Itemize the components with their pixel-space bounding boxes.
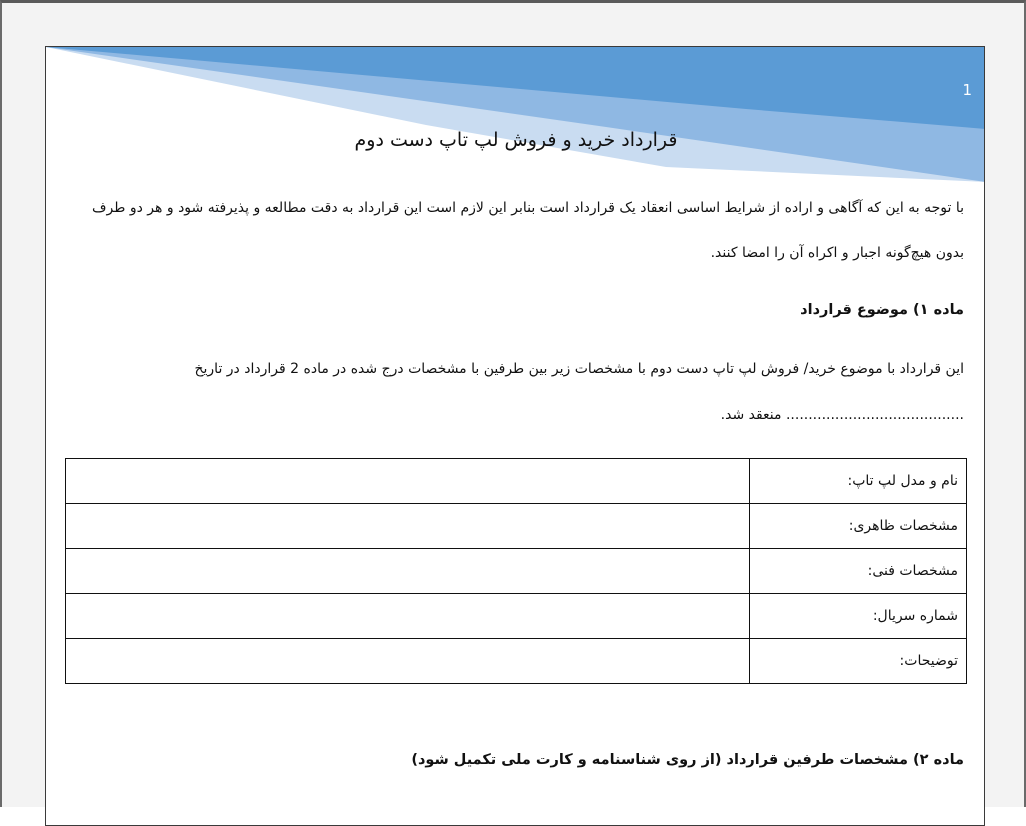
- document-title: قرارداد خرید و فروش لپ تاپ دست دوم: [354, 129, 678, 151]
- page-number: 1: [962, 81, 972, 99]
- table-row: [66, 459, 967, 504]
- row-label: مشخصات ظاهری:: [749, 504, 966, 549]
- header-banner: [46, 47, 985, 182]
- article-1-line-2: ........................................ منعقد شد.: [720, 407, 964, 423]
- table-row: [66, 549, 967, 594]
- document-page: [45, 46, 985, 826]
- row-value-field[interactable]: [66, 459, 750, 504]
- table-row: [66, 504, 967, 549]
- article-2-heading: ماده ۲) مشخصات طرفین قرارداد (از روی شناسنامه و کارت ملی تکمیل شود): [411, 752, 964, 768]
- row-value-field[interactable]: [66, 594, 750, 639]
- laptop-spec-table: [65, 458, 967, 684]
- article-1-line-1: این قرارداد با موضوع خرید/ فروش لپ تاپ دست دوم با مشخصات زیر بین طرفین با مشخصات درج شده در ماده 2 قرارداد در تاریخ: [194, 361, 964, 377]
- article-1-heading: ماده ۱) موضوع قرارداد: [800, 302, 964, 318]
- row-label: توضیحات:: [749, 639, 966, 684]
- row-value-field[interactable]: [66, 639, 750, 684]
- row-label: مشخصات فنی:: [749, 549, 966, 594]
- table-row: [66, 594, 967, 639]
- intro-line-2: بدون هیچ‌گونه اجبار و اکراه آن را امضا کنند.: [710, 245, 964, 261]
- table-row: [66, 639, 967, 684]
- row-value-field[interactable]: [66, 549, 750, 594]
- row-value-field[interactable]: [66, 504, 750, 549]
- row-label: شماره سریال:: [749, 594, 966, 639]
- intro-line-1: با توجه به این که آگاهی و اراده از شرایط اساسی انعقاد یک قرارداد است بنابر این لازم است این قرارداد به دقت مطالعه و پذیرفته شود و هر دو طرف: [92, 200, 964, 216]
- row-label: نام و مدل لپ تاپ:: [749, 459, 966, 504]
